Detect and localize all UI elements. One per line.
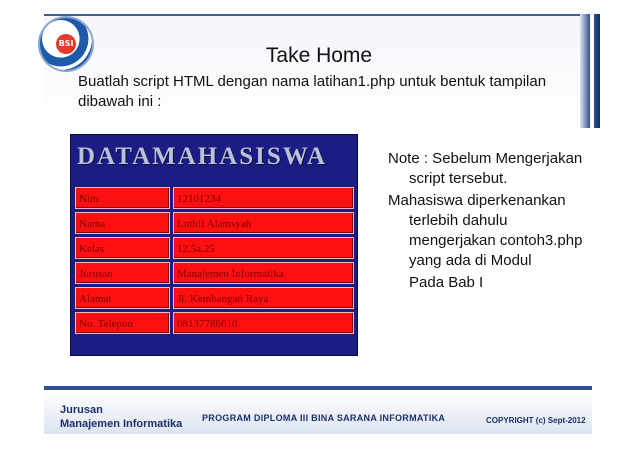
table-heading: DATAMAHASISWA: [77, 143, 328, 170]
footer-copyright: COPYRIGHT (c) Sept-2012: [486, 416, 586, 425]
footer-department-line-2: Manajemen Informatika: [60, 418, 183, 430]
logo-center-icon: BSI: [56, 34, 76, 54]
row-value: Manajemen Informatika: [173, 262, 354, 284]
slide-intro: Buatlah script HTML dengan nama latihan1.php untuk bentuk tampilan dibawah ini :: [78, 73, 547, 110]
row-value: 12101234: [173, 187, 354, 209]
row-label: Nim: [75, 187, 170, 209]
footer-program: PROGRAM DIPLOMA III BINA SARANA INFORMATIKA: [202, 413, 446, 423]
row-value: Luthfi Alamsyah: [173, 212, 354, 234]
slide-title: Take Home: [265, 44, 373, 67]
row-label: Alamat: [75, 287, 170, 309]
top-right-accent: [580, 14, 590, 128]
footer-department: [60, 403, 182, 431]
table-row: [75, 212, 354, 234]
table-row: [75, 287, 354, 309]
row-label: Kelas: [75, 237, 170, 259]
note-line-1: Note : Sebelum Mengerjakan script tersebut.: [388, 150, 583, 187]
footer-department-line-1: Jurusan: [60, 404, 103, 416]
table-row: [75, 312, 354, 334]
table-row: [75, 187, 354, 209]
row-label: Jurusan: [75, 262, 170, 284]
note-line-3: Pada Bab I: [409, 274, 484, 291]
note-line-2: Mahasiswa diperkenankan terlebih dahulu mengerjakan contoh3.php yang ada di Modul: [388, 192, 583, 269]
data-rows: [75, 187, 354, 337]
note-block: [388, 149, 598, 295]
top-right-bar: [594, 14, 600, 128]
student-data-image: [70, 134, 358, 356]
row-value: 08137786610: [173, 312, 354, 334]
row-value: Jl. Kembangan Raya: [173, 287, 354, 309]
table-row: [75, 262, 354, 284]
row-label: No. Telepon: [75, 312, 170, 334]
row-label: Nama: [75, 212, 170, 234]
row-value: 12.5a.25: [173, 237, 354, 259]
table-row: [75, 237, 354, 259]
